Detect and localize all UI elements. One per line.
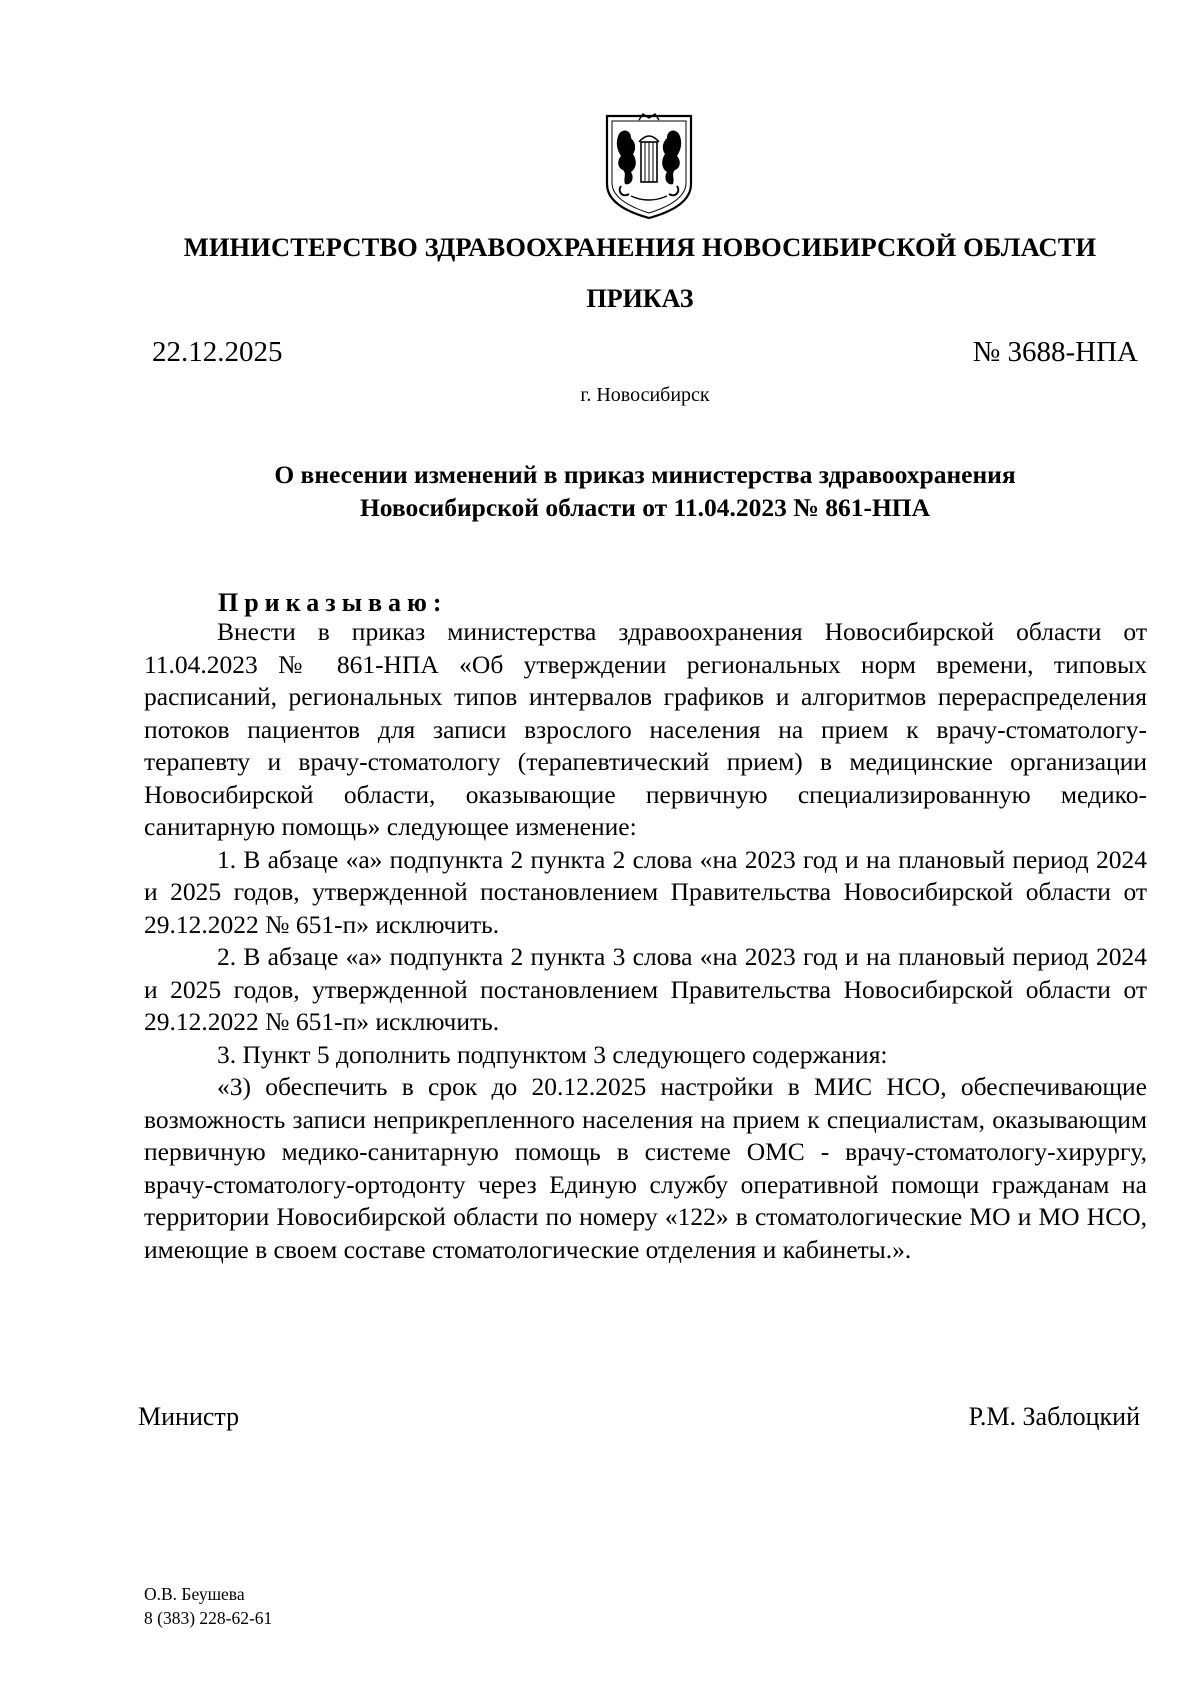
coat-of-arms-icon [601, 112, 697, 222]
subject-line-1: О внесении изменений в приказ министерства здравоохранения [274, 460, 1016, 489]
document-number: № 3688-НПА [972, 336, 1138, 368]
document-date: 22.12.2025 [152, 336, 283, 368]
signer-title: Министр [138, 1402, 240, 1431]
signer-name: Р.М. Заблоцкий [968, 1402, 1140, 1431]
document-type: ПРИКАЗ [586, 284, 694, 313]
organization-title: МИНИСТЕРСТВО ЗДРАВООХРАНЕНИЯ НОВОСИБИРСКОЙ ОБЛАСТИ [183, 232, 1097, 262]
body-paragraph: 1. В абзаце «а» подпункта 2 пункта 2 слова «на 2023 год и на плановый период 2024 и 2025 годов, утвержденной постановлением Правительства Новосибирской области от 29.12.2022 № 651-п» исключить. [144, 844, 1147, 939]
subject-line-2: Новосибирской области от 11.04.2023 № 861-НПА [359, 493, 931, 522]
executor-phone: 8 (383) 228-62-61 [144, 1608, 273, 1628]
body-paragraph: 2. В абзаце «а» подпункта 2 пункта 3 слова «на 2023 год и на плановый период 2024 и 2025 годов, утвержденной постановлением Правительства Новосибирской области от 29.12.2022 № 651-п» исключить. [144, 942, 1147, 1036]
executor-block [144, 1582, 272, 1630]
body-paragraph: 3. Пункт 5 дополнить подпунктом 3 следующего содержания: [217, 1039, 888, 1069]
executor-name: О.В. Беушева [144, 1584, 245, 1604]
document-city: г. Новосибирск [580, 384, 710, 406]
document-subject [145, 458, 1145, 524]
body-paragraph: «3) обеспечить в срок до 20.12.2025 настройки в МИС НСО, обеспечивающие возможность записи неприкрепленного населения на прием к специалистам, оказывающим первичную медико-санитарную помощь в системе ОМС - врачу-стоматологу-хирургу, врачу-стоматологу-ортодонту через Единую службу оперативной помощи гражданам на территории Новосибирской области по номеру «122» в стоматологические МО и МО НСО, имеющие в своем составе стоматологические отделения и кабинеты.». [144, 1072, 1147, 1264]
order-word: Приказываю: [218, 588, 448, 617]
document-body [144, 616, 1147, 1266]
body-paragraph: Внести в приказ министерства здравоохранения Новосибирской области от 11.04.2023 № 861-НПА «Об утверждении региональных норм времени, типовых расписаний, региональных типов интервалов графиков и алгоритмов перераспределения потоков пациентов для записи взрослого населения на прием к врачу-стоматологу-терапевту и врачу-стоматологу (терапевтический прием) в медицинские организации Новосибирской области, оказывающие первичную специализированную медико-санитарную помощь» следующее изменение: [144, 617, 1147, 841]
